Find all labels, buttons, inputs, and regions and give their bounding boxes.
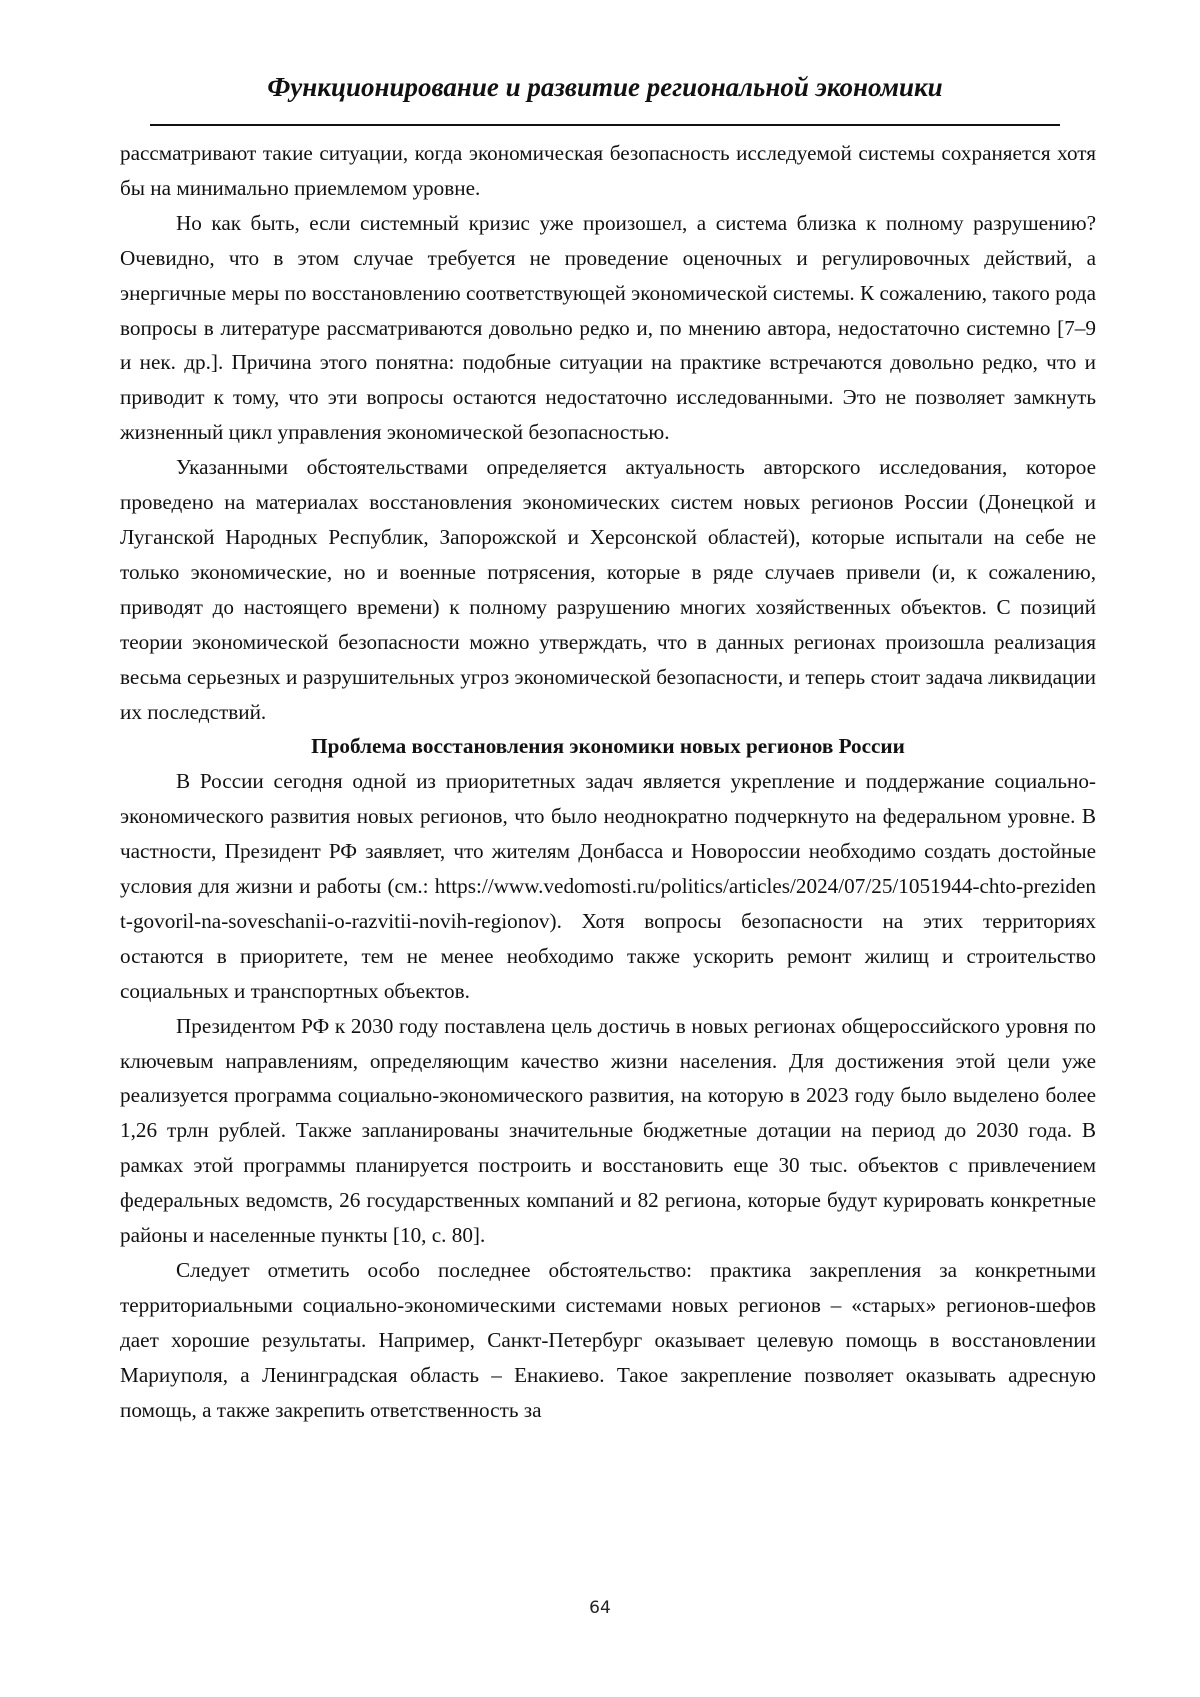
running-header: Функционирование и развитие региональной экономики [150,70,1060,104]
article-body [120,136,1096,1428]
paragraph-patron-regions: Следует отметить особо последнее обстоятельство: практика закрепления за конкретными территориальными социально-экономическими системами новых регионов – «старых» регионов-шефов дает хорошие результаты. Например, Санкт-Петербург оказывает целевую помощь в восстановлении Мариуполя, а Ленинградская область – Енакиево. Такое закрепление позволяет оказывать адресную помощь, а также закрепить ответственность за [120,1253,1096,1428]
paragraph-2030-goal: Президентом РФ к 2030 году поставлена цель достичь в новых регионах общероссийского уровня по ключевым направлениям, определяющим качество жизни населения. Для достижения этой цели уже реализуется программа социально-экономического развития, на которую в 2023 году было выделено более 1,26 трлн рублей. Также запланированы значительные бюджетные дотации на период до 2030 года. В рамках этой программы планируется построить и восстановить еще 30 тыс. объектов с привлечением федеральных ведомств, 26 государственных компаний и 82 региона, которые будут курировать конкретные районы и населенные пункты [10, с. 80]. [120,1009,1096,1253]
paragraph-text-after-url: ). Хотя вопросы безопасности на этих территориях остаются в приоритете, тем не менее необходимо также ускорить ремонт жилищ и строительство социальных и транспортных объектов. [120,909,1096,1003]
journal-page [0,0,1200,1697]
page-number: 64 [0,1596,1200,1620]
paragraph-text-before-url: В России сегодня одной из приоритетных задач является укрепление и поддержание социально-экономического развития новых регионов, что было неоднократно подчеркнуто на федеральном уровне. В частности, Президент РФ заявляет, что жителям Донбасса и Новороссии необходимо создать достойные условия для жизни и работы (см.: [120,769,1096,898]
paragraph-system-crisis: Но как быть, если системный кризис уже произошел, а система близка к полному разрушению? Очевидно, что в этом случае требуется не проведение оценочных и регулировочных действий, а энергичные меры по восстановлению соответствующей экономической системы. К сожалению, такого рода вопросы в литературе рассматриваются довольно редко и, по мнению автора, недостаточно системно [7–9 и нек. др.]. Причина этого понятна: подобные ситуации на практике встречаются довольно редко, что и приводит к тому, что эти вопросы остаются недостаточно исследованными. Это не позволяет замкнуть жизненный цикл управления экономической безопасностью. [120,206,1096,450]
paragraph-regional-priorities [120,764,1096,1008]
header-rule [150,124,1060,126]
paragraph-research-relevance: Указанными обстоятельствами определяется актуальность авторского исследования, которое проведено на материалах восстановления экономических систем новых регионов России (Донецкой и Луганской Народных Республик, Запорожской и Херсонской областей), которые испытали на себе не только экономические, но и военные потрясения, которые в ряде случаев привели (и, к сожалению, приводят до настоящего времени) к полному разрушению многих хозяйственных объектов. С позиций теории экономической безопасности можно утверждать, что в данных регионах произошла реализация весьма серьезных и разрушительных угроз экономической безопасности, и теперь стоит задача ликвидации их последствий. [120,450,1096,729]
section-heading: Проблема восстановления экономики новых регионов России [120,729,1096,764]
source-url[interactable]: https://www.vedomosti.ru/politics/articles/2024/07/25/1051944-chto-prezident-govoril-na-soveschanii-o-razvitii-novih-regionov [120,874,1096,933]
paragraph-continuation: рассматривают такие ситуации, когда экономическая безопасность исследуемой системы сохраняется хотя бы на минимально приемлемом уровне. [120,136,1096,206]
